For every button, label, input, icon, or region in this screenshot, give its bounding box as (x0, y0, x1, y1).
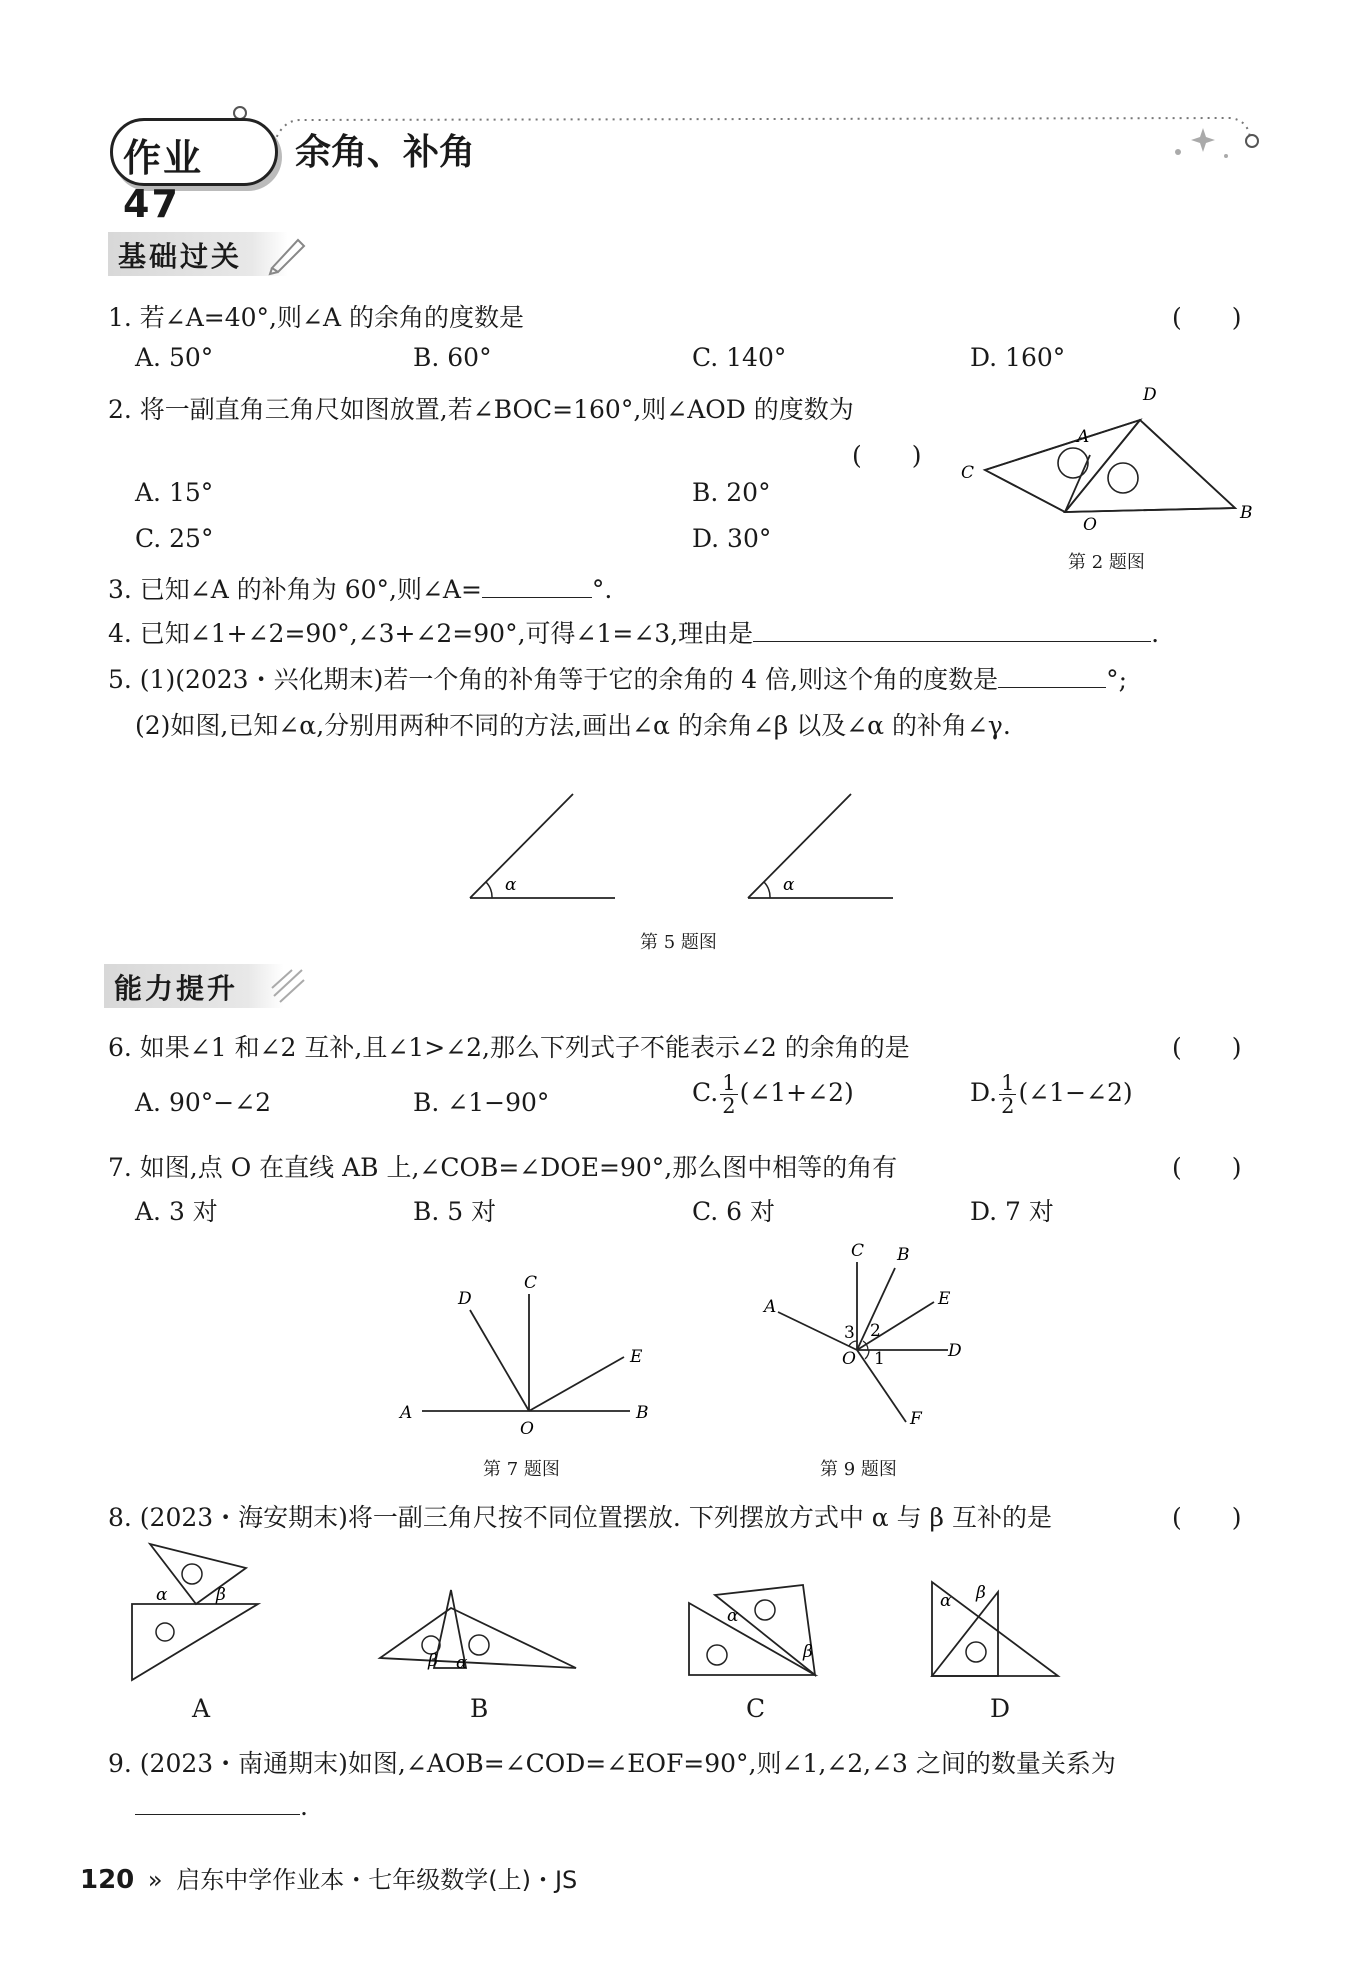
q6-option-d-prefix: D. (970, 1078, 998, 1107)
q5-figure-right (743, 790, 903, 910)
q9-answer-line (135, 1790, 308, 1821)
q4-text-after: . (1151, 619, 1160, 648)
q9-label-2: 2 (870, 1321, 881, 1341)
section-advanced-title: 能力提升 (114, 972, 239, 1005)
q8-option-d-label[interactable]: D (990, 1694, 1011, 1723)
q8-stem: 8. (2023・海安期末)将一副三角尺按不同位置摆放. 下列摆放方式中 α 与 β 互补的是 (108, 1503, 1052, 1532)
q7-label-a: A (400, 1403, 413, 1423)
q3 (108, 570, 612, 606)
q7-stem: 7. 如图,点 O 在直线 AB 上,∠COB=∠DOE=90°,那么图中相等的角有 (108, 1153, 898, 1182)
q9-label-3: 3 (844, 1323, 855, 1343)
q7-label-b: B (636, 1403, 649, 1423)
q1-paren: ( ) (1172, 303, 1242, 332)
q7-figure (398, 1268, 649, 1439)
q4-text: 4. 已知∠1+∠2=90°,∠3+∠2=90°,可得∠1=∠3,理由是 (108, 619, 754, 648)
q9-caption: 第 9 题图 (820, 1459, 897, 1480)
q1-option-a: A. 50° (135, 343, 214, 372)
q6-option-c-prefix: C. (692, 1078, 719, 1107)
q1-stem: 1. 若∠A=40°,则∠A 的余角的度数是 (108, 303, 524, 332)
q6-option-d-expr: (∠1−∠2) (1018, 1078, 1133, 1107)
q3-text: 3. 已知∠A 的补角为 60°,则∠A= (108, 575, 482, 604)
q8-option-c-figure (685, 1575, 845, 1685)
q9-label-c: C (851, 1241, 865, 1261)
assignment-tag-text: 作业 47 (123, 136, 204, 226)
q8-option-b-label[interactable]: B (470, 1694, 489, 1723)
q5-part1 (108, 660, 1127, 696)
footer (80, 1860, 577, 1895)
q9-after: . (300, 1792, 308, 1821)
footer-arrows: » (147, 1866, 163, 1894)
q6-option-a: A. 90°−∠2 (135, 1088, 272, 1117)
q2-caption: 第 2 题图 (1068, 552, 1145, 573)
q6-c-frac-den: 2 (722, 1094, 736, 1118)
sparkle-icon (268, 966, 308, 1006)
q6-option-c-fraction (720, 1072, 737, 1117)
q8a-alpha: α (156, 1585, 168, 1605)
q6-d-frac-num: 1 (1001, 1071, 1015, 1095)
q7-caption: 第 7 题图 (483, 1459, 560, 1480)
q8d-beta: β (976, 1583, 986, 1603)
q9-label-d: D (948, 1341, 962, 1361)
q5-part1-text: 5. (1)(2023・兴化期末)若一个角的补角等于它的余角的 4 倍,则这个角的度数是 (108, 665, 999, 694)
q6-option-d (970, 1072, 1133, 1117)
q6-c-frac-num: 1 (722, 1071, 736, 1095)
section-advanced (104, 964, 284, 1008)
q2-figure (955, 380, 1255, 540)
q4 (108, 614, 1159, 650)
q7-label-d: D (458, 1289, 472, 1309)
q6-stem: 6. 如果∠1 和∠2 互补,且∠1>∠2,那么下列式子不能表示∠2 的余角的是 (108, 1033, 910, 1062)
assignment-tag (110, 118, 278, 226)
q8d-alpha: α (940, 1591, 952, 1611)
q8-option-a-label[interactable]: A (192, 1694, 211, 1723)
q3-text-after: °. (591, 575, 613, 604)
q8-option-a-figure (128, 1540, 278, 1690)
q6-d-frac-den: 2 (1001, 1094, 1015, 1118)
q8c-alpha: α (727, 1606, 739, 1626)
q6-option-c (692, 1072, 854, 1117)
q4-answer-blank[interactable] (753, 617, 1151, 642)
q7-label-o: O (520, 1419, 534, 1439)
q9-label-b: B (897, 1245, 910, 1265)
q2-option-a: A. 15° (135, 478, 214, 507)
q6-option-b: B. ∠1−90° (413, 1088, 550, 1117)
q2-option-d: D. 30° (692, 524, 772, 553)
q7-paren: ( ) (1172, 1153, 1242, 1182)
q8b-alpha: α (456, 1653, 468, 1673)
q8-option-d-figure (928, 1578, 1078, 1688)
q2-label-b: B (1240, 503, 1253, 523)
q8-option-b-figure (376, 1580, 586, 1680)
q8b-beta: β (428, 1651, 438, 1671)
q6-paren: ( ) (1172, 1033, 1242, 1062)
q8c-beta: β (803, 1642, 813, 1662)
q2-label-a: A (1077, 427, 1090, 447)
pencil-icon (268, 234, 308, 274)
section-basic (108, 232, 288, 276)
q2-stem: 2. 将一副直角三角尺如图放置,若∠BOC=160°,则∠AOD 的度数为 (108, 395, 854, 424)
q2-label-c: C (961, 463, 975, 483)
q2-paren: ( ) (852, 441, 922, 470)
q7-option-c: C. 6 对 (692, 1197, 775, 1226)
q1-option-c: C. 140° (692, 343, 787, 372)
q9-answer-blank[interactable] (135, 1790, 300, 1815)
q9-label-1: 1 (874, 1349, 885, 1369)
q9-stem: 9. (2023・南通期末)如图,∠AOB=∠COD=∠EOF=90°,则∠1,∠2,∠3 之间的数量关系为 (108, 1749, 1116, 1778)
q7-label-c: C (524, 1273, 538, 1293)
q9-label-o: O (842, 1349, 856, 1369)
q5-alpha-left: α (505, 875, 517, 895)
q7-label-e: E (630, 1347, 643, 1367)
q8-option-c-label[interactable]: C (746, 1694, 766, 1723)
q5-alpha-right: α (783, 875, 795, 895)
q7-option-a: A. 3 对 (135, 1197, 218, 1226)
q6-option-c-expr: (∠1+∠2) (739, 1078, 854, 1107)
q2-option-c: C. 25° (135, 524, 214, 553)
q5-figure-left (465, 790, 625, 910)
q8a-beta: β (216, 1585, 226, 1605)
q1-option-b: B. 60° (413, 343, 492, 372)
q2-option-b: B. 20° (692, 478, 771, 507)
q9-label-f: F (910, 1409, 922, 1429)
q5-answer-blank[interactable] (998, 663, 1106, 688)
q6-option-d-fraction (999, 1072, 1016, 1117)
footer-book-title: 启东中学作业本・七年级数学(上)・JS (176, 1866, 578, 1894)
section-basic-title: 基础过关 (118, 240, 243, 273)
q2-label-d: D (1143, 385, 1157, 405)
q9-label-a: A (764, 1297, 777, 1317)
q5-part2: (2)如图,已知∠α,分别用两种不同的方法,画出∠α 的余角∠β 以及∠α 的补角∠γ. (135, 711, 1011, 740)
q5-part1-after: °; (1106, 665, 1128, 694)
q3-answer-blank[interactable] (482, 573, 592, 598)
q8-paren: ( ) (1172, 1503, 1242, 1532)
q2-label-o: O (1083, 515, 1097, 535)
q1-option-d: D. 160° (970, 343, 1066, 372)
q5-caption: 第 5 题图 (640, 932, 717, 953)
q7-option-b: B. 5 对 (413, 1197, 497, 1226)
q9-figure (758, 1240, 978, 1430)
q7-option-d: D. 7 对 (970, 1197, 1054, 1226)
q9-label-e: E (938, 1289, 951, 1309)
page-title: 余角、补角 (295, 132, 476, 173)
page-number: 120 (80, 1865, 135, 1895)
